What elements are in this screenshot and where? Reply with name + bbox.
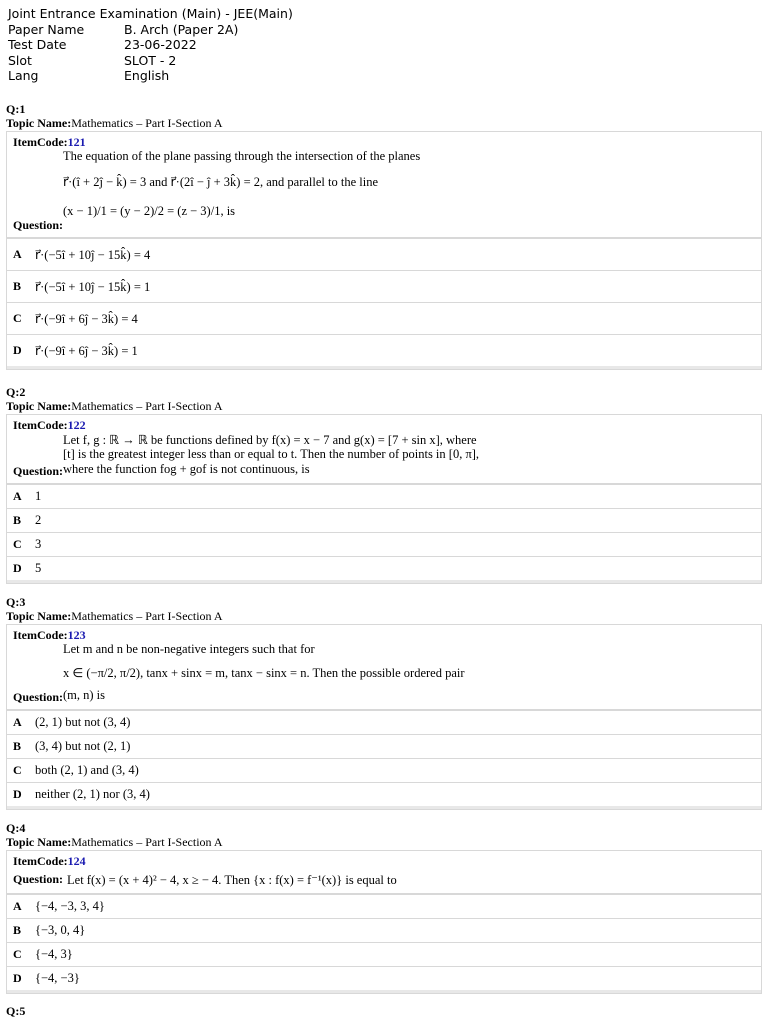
lang-value: English xyxy=(124,68,170,83)
option-letter: A xyxy=(13,247,22,261)
topic-line xyxy=(6,399,223,414)
option-letter: B xyxy=(13,279,22,293)
question-label: Question: xyxy=(13,690,64,704)
slot-label: Slot xyxy=(8,52,32,68)
topic-name: Mathematics – Part I-Section A xyxy=(71,399,223,413)
option-text: r⃗·(−5î + 10ĵ − 15k̂) = 1 xyxy=(35,279,151,294)
option-letter: C xyxy=(13,947,22,961)
option-text: 2 xyxy=(35,513,42,527)
item-code xyxy=(13,854,755,869)
topic-label: Topic Name: xyxy=(6,609,72,623)
option-text: {−4, −3} xyxy=(35,971,80,985)
test-date-label: Test Date xyxy=(8,37,67,52)
option-row[interactable] xyxy=(7,894,761,918)
item-code xyxy=(13,418,755,433)
option-letter: B xyxy=(13,923,22,937)
option-text: r⃗·(−9î + 6ĵ − 3k̂) = 1 xyxy=(35,343,138,358)
question-block xyxy=(6,624,762,810)
topic-label: Topic Name: xyxy=(6,399,72,413)
option-text: both (2, 1) and (3, 4) xyxy=(35,763,139,777)
question-number: Q:3 xyxy=(6,595,26,609)
option-text: {−4, −3, 3, 4} xyxy=(35,899,105,913)
option-row[interactable] xyxy=(7,484,761,508)
option-row[interactable] xyxy=(7,734,761,758)
question-text-line: Let f(x) = (x + 4)² − 4, x ≥ − 4. Then {x : f(x) = f⁻¹(x)} is equal to xyxy=(67,873,397,887)
option-text: r⃗·(−9î + 6ĵ − 3k̂) = 4 xyxy=(35,311,138,326)
question-number: Q:2 xyxy=(6,385,26,399)
option-letter: A xyxy=(13,715,22,729)
topic-name: Mathematics – Part I-Section A xyxy=(71,609,223,623)
option-row[interactable] xyxy=(7,556,761,583)
topic-line xyxy=(6,609,223,624)
option-letter: D xyxy=(13,343,22,357)
item-code xyxy=(13,135,755,150)
option-text: {−3, 0, 4} xyxy=(35,923,86,937)
question-label: Question: xyxy=(13,464,64,478)
option-letter: B xyxy=(13,513,22,527)
option-row[interactable] xyxy=(7,758,761,782)
option-letter: C xyxy=(13,763,22,777)
question-text-line: x ∈ (−π/2, π/2), tanx + sinx = m, tanx − sinx = n. Then the possible ordered pair xyxy=(63,666,465,680)
item-code-label: ItemCode: xyxy=(13,628,68,642)
question-block xyxy=(6,850,762,994)
option-letter: A xyxy=(13,899,22,913)
option-row[interactable] xyxy=(7,782,761,809)
question-text-line: (x − 1)/1 = (y − 2)/2 = (z − 3)/1, is xyxy=(63,204,236,218)
option-row[interactable] xyxy=(7,710,761,734)
question-text-line: The equation of the plane passing through the intersection of the planes xyxy=(63,149,421,163)
paper-name-value: B. Arch (Paper 2A) xyxy=(124,21,239,37)
item-code-label: ItemCode: xyxy=(13,418,68,432)
exam-title: Joint Entrance Examination (Main) - JEE(Main) xyxy=(8,6,293,21)
question-cell xyxy=(7,132,761,238)
option-row[interactable] xyxy=(7,942,761,966)
topic-name: Mathematics – Part I-Section A xyxy=(71,116,223,130)
option-row[interactable] xyxy=(7,334,761,369)
question-number: Q:5 xyxy=(6,1004,26,1018)
question-number: Q:4 xyxy=(6,821,26,835)
topic-label: Topic Name: xyxy=(6,116,72,130)
question-cell xyxy=(7,851,761,894)
question-text-line: Let m and n be non-negative integers such that for xyxy=(63,642,315,656)
question-block xyxy=(6,131,762,370)
option-row[interactable] xyxy=(7,270,761,302)
question-text-line: [t] is the greatest integer less than or equal to t. Then the number of points in [0, π], xyxy=(63,447,480,461)
option-letter: D xyxy=(13,561,22,575)
item-code xyxy=(13,628,755,643)
option-text: neither (2, 1) nor (3, 4) xyxy=(35,787,150,801)
option-letter: C xyxy=(13,311,22,325)
option-letter: A xyxy=(13,489,22,503)
item-code-value: 121 xyxy=(67,135,86,149)
exam-header xyxy=(8,6,293,84)
option-row[interactable] xyxy=(7,966,761,993)
option-text: 3 xyxy=(35,537,42,551)
option-row[interactable] xyxy=(7,508,761,532)
question-block xyxy=(6,414,762,584)
option-text: (2, 1) but not (3, 4) xyxy=(35,715,131,729)
question-number: Q:1 xyxy=(6,102,26,116)
question-text-line: (m, n) is xyxy=(63,688,106,702)
item-code-label: ItemCode: xyxy=(13,854,68,868)
option-row[interactable] xyxy=(7,918,761,942)
option-text: {−4, 3} xyxy=(35,947,73,961)
topic-line xyxy=(6,835,223,850)
question-cell xyxy=(7,625,761,710)
option-row[interactable] xyxy=(7,302,761,334)
option-letter: D xyxy=(13,787,22,801)
option-letter: D xyxy=(13,971,22,985)
option-text: 1 xyxy=(35,489,42,503)
lang-label: Lang xyxy=(8,68,39,83)
slot-value: SLOT - 2 xyxy=(124,52,177,68)
topic-name: Mathematics – Part I-Section A xyxy=(71,835,223,849)
item-code-value: 124 xyxy=(67,854,86,868)
question-line xyxy=(13,872,397,888)
topic-line xyxy=(6,116,223,131)
paper-name-label: Paper Name xyxy=(8,21,85,37)
item-code-value: 123 xyxy=(67,628,86,642)
option-text: (3, 4) but not (2, 1) xyxy=(35,739,131,753)
question-text-line: Let f, g : ℝ → ℝ be functions defined by f(x) = x − 7 and g(x) = [7 + sin x], where xyxy=(63,433,477,447)
option-letter: C xyxy=(13,537,22,551)
item-code-label: ItemCode: xyxy=(13,135,68,149)
question-text-line: r⃗·(î + 2ĵ − k̂) = 3 and r⃗·(2î − ĵ + 3k̂) = 2, and parallel to the line xyxy=(63,175,379,189)
test-date-value: 23-06-2022 xyxy=(124,37,197,52)
question-cell xyxy=(7,415,761,484)
option-row[interactable] xyxy=(7,532,761,556)
item-code-value: 122 xyxy=(67,418,86,432)
question-text-line: where the function fog + gof is not continuous, is xyxy=(63,462,310,476)
question-label: Question: xyxy=(13,218,64,232)
option-row[interactable] xyxy=(7,238,761,270)
option-text: 5 xyxy=(35,561,42,575)
question-label: Question: xyxy=(13,872,64,886)
topic-label: Topic Name: xyxy=(6,835,72,849)
option-letter: B xyxy=(13,739,22,753)
option-text: r⃗·(−5î + 10ĵ − 15k̂) = 4 xyxy=(35,247,151,262)
